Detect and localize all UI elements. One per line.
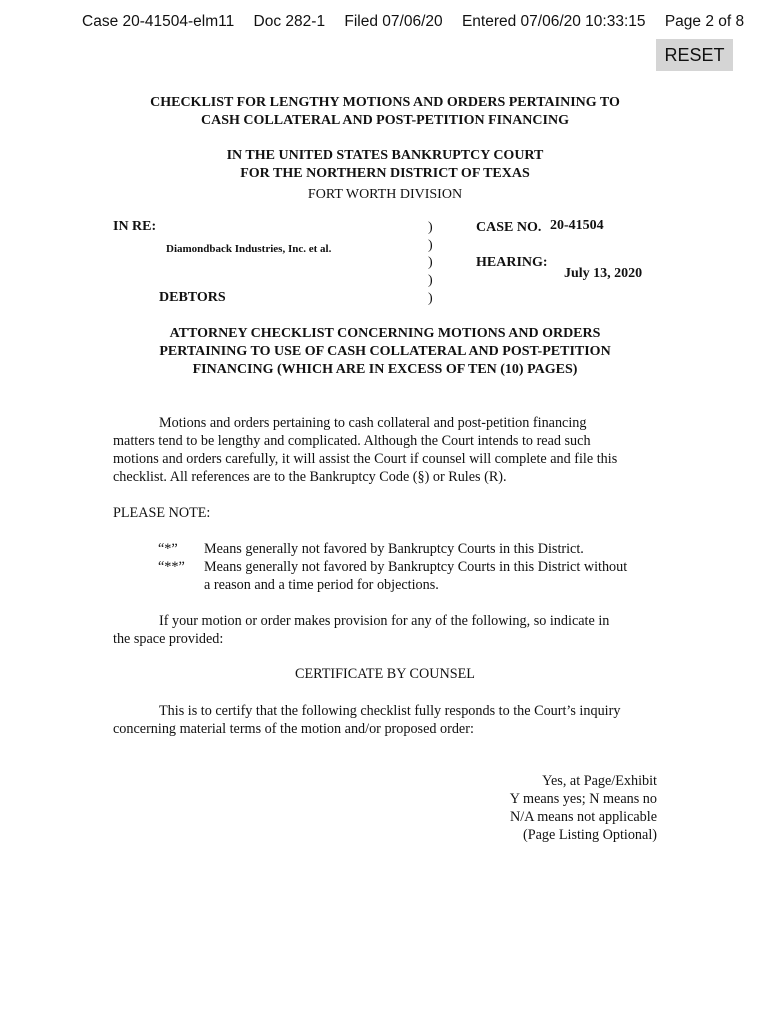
provision-line: the space provided: bbox=[113, 631, 224, 647]
attorney-title-line: PERTAINING TO USE OF CASH COLLATERAL AND POST-PETITION bbox=[159, 344, 611, 359]
reset-button[interactable]: RESET bbox=[656, 39, 733, 71]
certificate-heading: CERTIFICATE BY COUNSEL bbox=[295, 666, 475, 682]
stamp-filed-date: Filed 07/06/20 bbox=[344, 13, 443, 30]
caption-paren: ) bbox=[428, 255, 433, 270]
legend-line: N/A means not applicable bbox=[510, 809, 657, 825]
stamp-entered-date: Entered 07/06/20 10:33:15 bbox=[461, 13, 646, 30]
filing-stamp bbox=[82, 13, 744, 31]
note-text-line: a reason and a time period for objections. bbox=[204, 577, 439, 593]
hearing-label: HEARING: bbox=[476, 255, 548, 270]
please-note-heading: PLEASE NOTE: bbox=[113, 505, 211, 521]
caption-paren: ) bbox=[428, 220, 433, 235]
legend-line: Yes, at Page/Exhibit bbox=[542, 773, 657, 789]
attorney-title-line: ATTORNEY CHECKLIST CONCERNING MOTIONS AND ORDERS bbox=[169, 326, 601, 341]
legend-line: Y means yes; N means no bbox=[509, 791, 657, 807]
attorney-title-line: FINANCING (WHICH ARE IN EXCESS OF TEN (10) PAGES) bbox=[192, 362, 578, 377]
note-text-line: Means generally not favored by Bankruptcy Courts in this District without bbox=[204, 559, 628, 575]
note-mark-double: “**” bbox=[158, 559, 185, 575]
note-text-double bbox=[204, 558, 627, 594]
response-legend bbox=[510, 772, 657, 844]
intro-paragraph bbox=[113, 414, 617, 486]
intro-line: motions and orders carefully, it will assist the Court if counsel will complete and file this bbox=[113, 451, 618, 467]
stamp-page-count: Page 2 of 8 bbox=[664, 13, 745, 30]
checklist-title bbox=[0, 94, 770, 130]
stamp-case-number: Case 20-41504-elm11 bbox=[82, 13, 235, 30]
certify-line: concerning material terms of the motion and/or proposed order: bbox=[113, 721, 474, 737]
intro-line: checklist. All references are to the Bankruptcy Code (§) or Rules (R). bbox=[113, 469, 507, 485]
court-name-line: FOR THE NORTHERN DISTRICT OF TEXAS bbox=[240, 166, 530, 181]
case-number-label: CASE NO. bbox=[476, 220, 542, 235]
note-mark-single: “*” bbox=[158, 541, 178, 557]
provision-line: If your motion or order makes provision for any of the following, so indicate in bbox=[159, 613, 610, 629]
caption-paren: ) bbox=[428, 273, 433, 288]
intro-line: Motions and orders pertaining to cash collateral and post-petition financing bbox=[159, 415, 587, 431]
debtor-name: Diamondback Industries, Inc. et al. bbox=[166, 243, 332, 255]
note-text-single: Means generally not favored by Bankruptcy Courts in this District. bbox=[204, 541, 584, 557]
caption-paren: ) bbox=[428, 238, 433, 253]
stamp-doc-number: Doc 282-1 bbox=[253, 13, 326, 30]
intro-line: matters tend to be lengthy and complicated. Although the Court intends to read such bbox=[113, 433, 591, 449]
court-name-line: IN THE UNITED STATES BANKRUPTCY COURT bbox=[226, 148, 544, 163]
case-number-value: 20-41504 bbox=[550, 218, 604, 233]
checklist-title-line: CHECKLIST FOR LENGTHY MOTIONS AND ORDERS PERTAINING TO bbox=[150, 95, 620, 110]
certify-line: This is to certify that the following checklist fully responds to the Court’s inquiry bbox=[159, 703, 621, 719]
checklist-title-line: CASH COLLATERAL AND POST-PETITION FINANCING bbox=[201, 113, 569, 128]
court-name bbox=[0, 147, 770, 183]
court-division: FORT WORTH DIVISION bbox=[307, 187, 463, 202]
certify-paragraph bbox=[113, 702, 620, 738]
attorney-checklist-title bbox=[0, 325, 770, 379]
debtors-label: DEBTORS bbox=[159, 290, 226, 305]
in-re-label: IN RE: bbox=[113, 219, 157, 234]
legend-line: (Page Listing Optional) bbox=[523, 827, 657, 843]
provision-paragraph bbox=[113, 612, 609, 648]
hearing-date: July 13, 2020 bbox=[564, 266, 643, 281]
caption-paren: ) bbox=[428, 291, 433, 306]
